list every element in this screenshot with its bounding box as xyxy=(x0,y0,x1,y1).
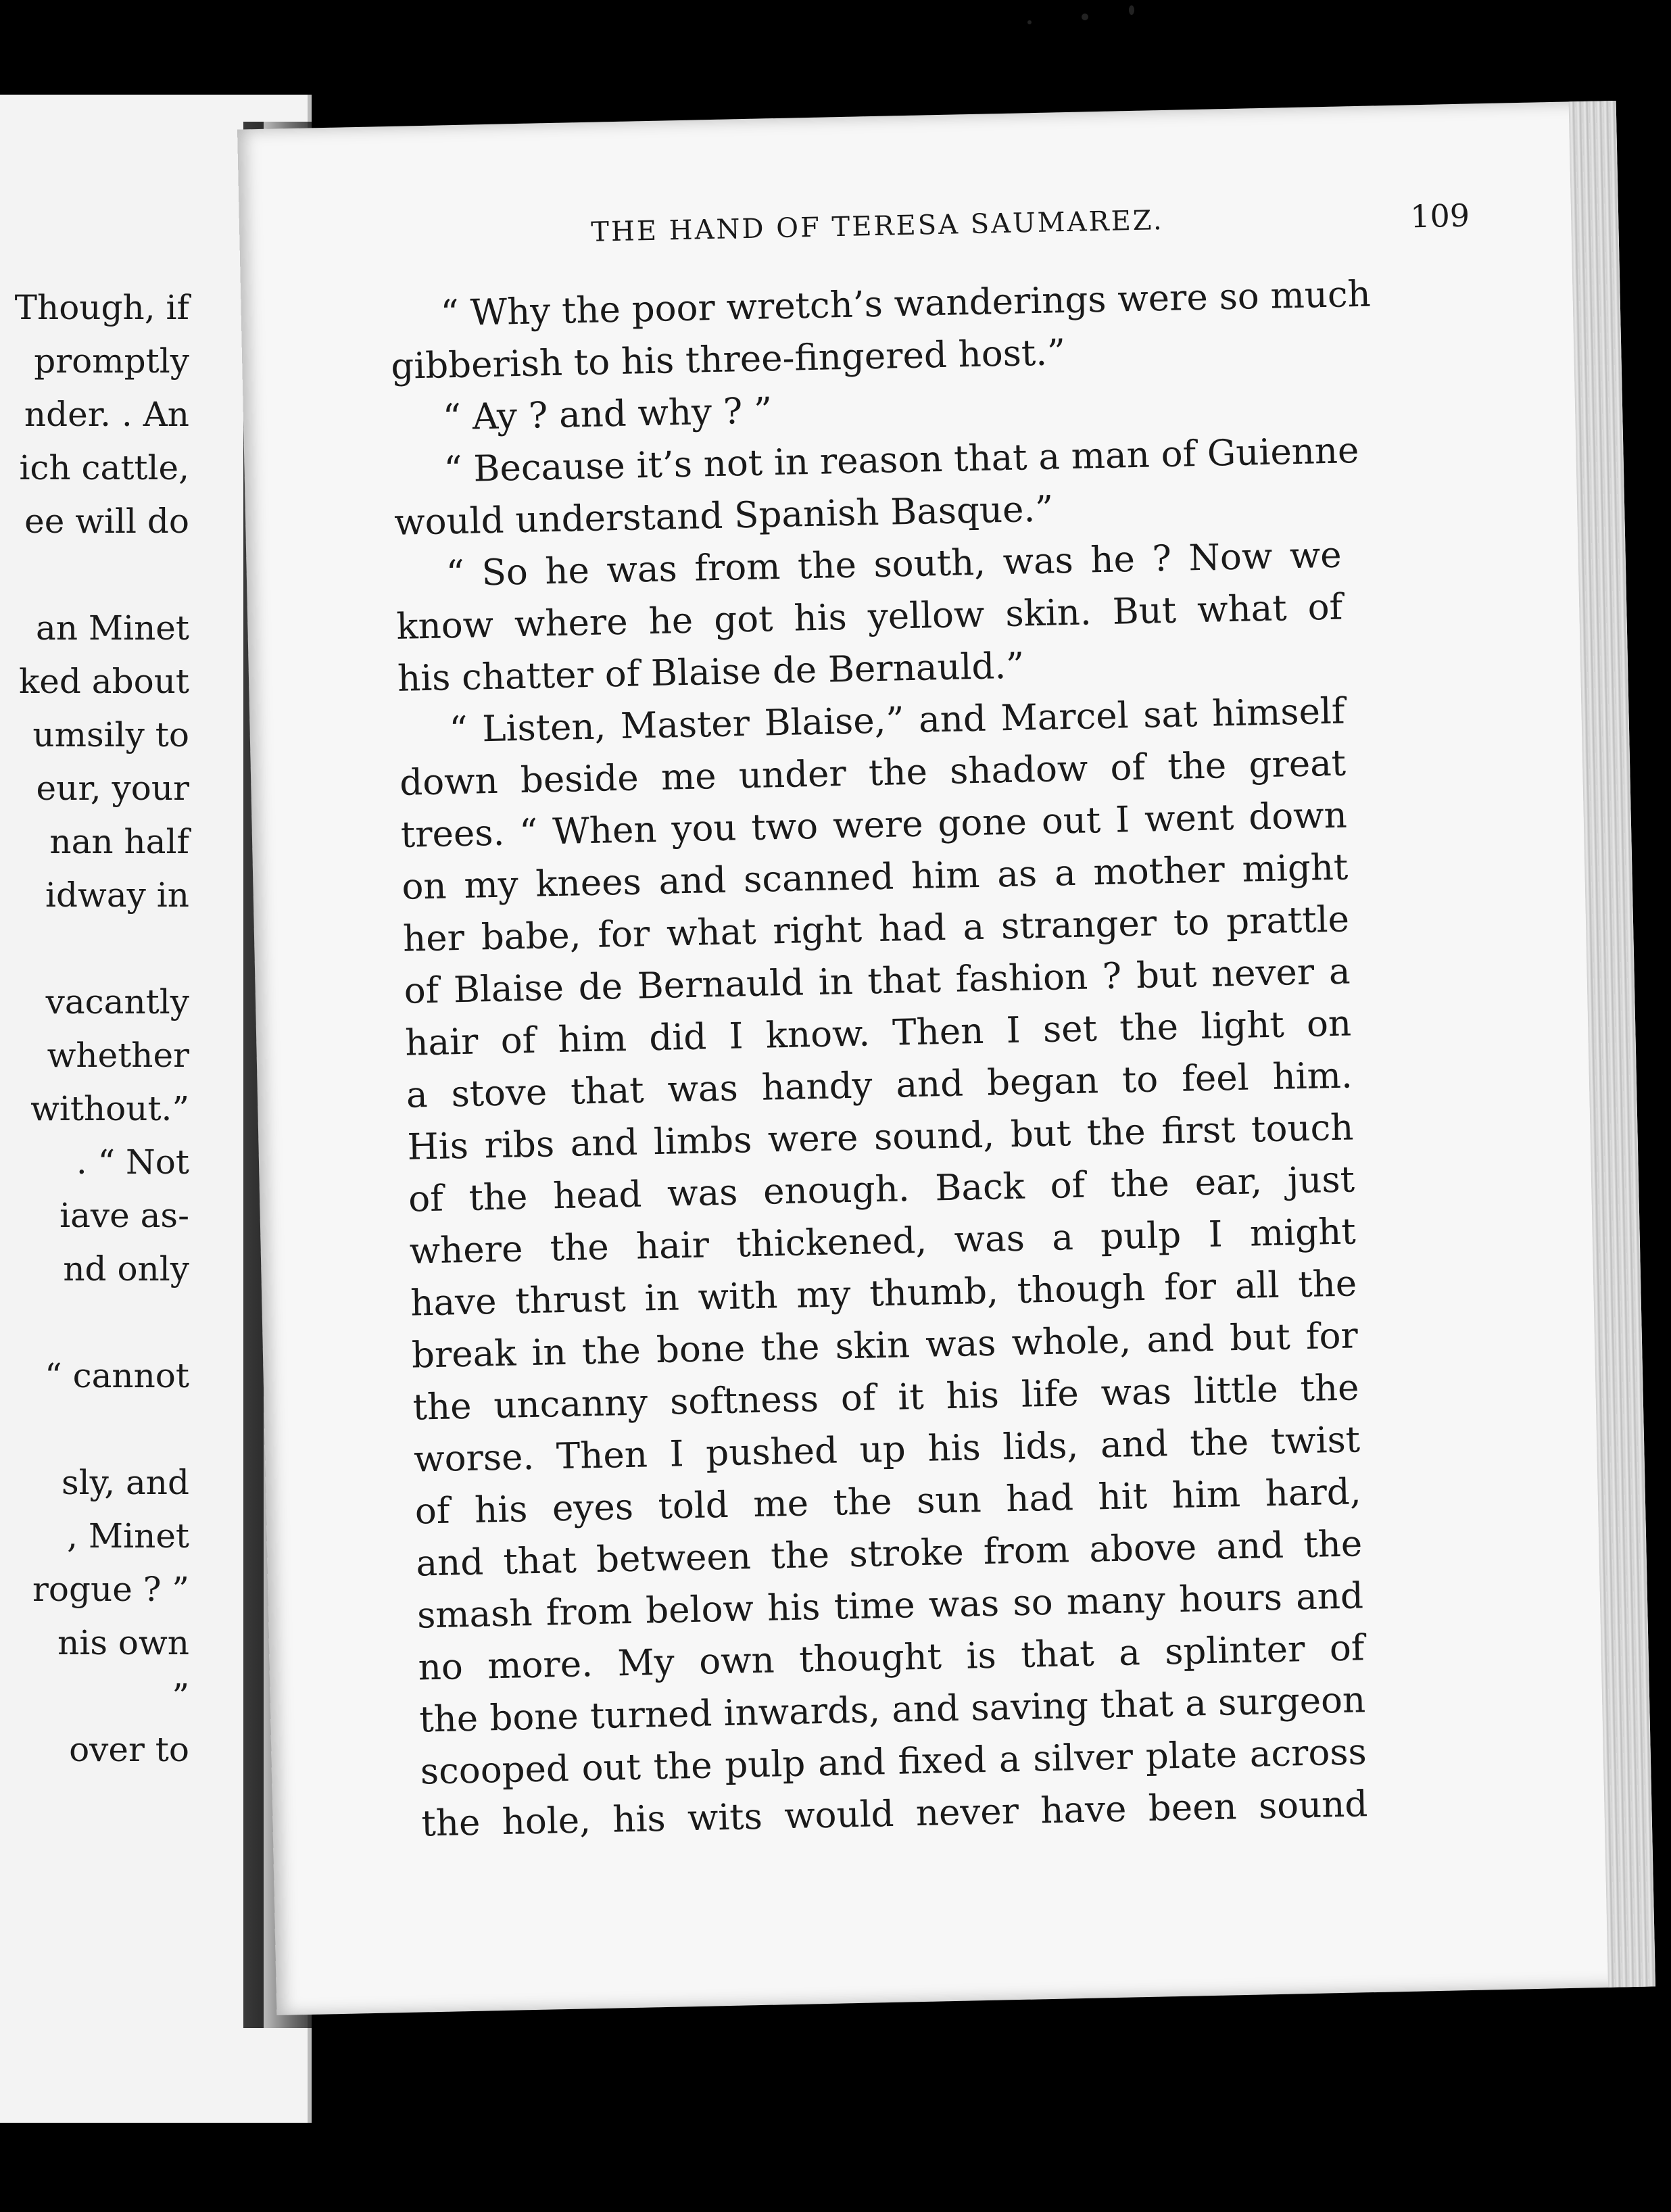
text-line: “ Ay ? and why ? ” xyxy=(442,390,773,439)
left-page-fragment: “ cannot xyxy=(45,1356,189,1395)
text-line: and that between the stroke from above and the xyxy=(415,1523,1363,1585)
text-line: on my knees and scanned him as a mother might xyxy=(401,846,1349,908)
text-line: his chatter of Blaise de Bernauld.” xyxy=(397,645,1025,700)
text-line: would understand Spanish Basque.” xyxy=(393,488,1054,544)
dust-speck xyxy=(1129,5,1134,15)
text-line: the hole, his wits would never have been sound xyxy=(420,1783,1368,1845)
text-line: trees. “ When you two were gone out I went down xyxy=(400,794,1348,856)
text-line: scooped out the pulp and fixed a silver plate across xyxy=(420,1731,1367,1793)
text-line: where the hair thickened, was a pulp I might xyxy=(409,1211,1357,1272)
left-page-fragment: ked about xyxy=(18,662,189,701)
left-page-fragment: . “ Not xyxy=(76,1143,189,1182)
text-line: “ Why the poor wretch’s wanderings were so much xyxy=(440,273,1372,335)
left-page-fragment: nd only xyxy=(63,1249,189,1289)
text-line: have thrust in with my thumb, though for all the xyxy=(410,1263,1357,1324)
left-page-fragment: rogue ? ” xyxy=(32,1570,189,1609)
text-line: “ So he was from the south, was he ? Now we xyxy=(445,534,1342,595)
left-page-fragment: an Minet xyxy=(36,608,189,648)
text-line: hair of him did I know. Then I set the light on xyxy=(404,1003,1352,1064)
left-page-fragment: without.” xyxy=(30,1089,189,1128)
text-line: His ribs and limbs were sound, but the first touch xyxy=(406,1107,1354,1168)
text-line: the uncanny softness of it his life was little the xyxy=(412,1367,1359,1428)
body-text xyxy=(389,269,1372,1850)
text-line: gibberish to his three-fingered host.” xyxy=(390,332,1066,387)
text-line: a stove that was handy and began to feel him. xyxy=(406,1055,1353,1116)
left-page-fragment: ich cattle, xyxy=(19,448,189,487)
page-number: 109 xyxy=(1409,197,1470,235)
right-page xyxy=(237,101,1655,2015)
left-page-fragment: ” xyxy=(172,1677,189,1716)
running-head: THE HAND OF TERESA SAUMAREZ. xyxy=(590,204,1165,248)
left-page-fragment: over to xyxy=(69,1730,189,1769)
left-page-fragment: vacantly xyxy=(45,982,189,1021)
left-page-fragment: , Minet xyxy=(67,1516,189,1556)
text-line: the bone turned inwards, and saving that a surgeon xyxy=(418,1679,1366,1741)
left-page-fragment: nan half xyxy=(49,822,189,861)
text-line: no more. My own thought is that a splinter of xyxy=(418,1627,1365,1689)
text-line: worse. Then I pushed up his lids, and the twist xyxy=(413,1419,1361,1481)
dust-speck xyxy=(1027,20,1032,24)
text-line: break in the bone the skin was whole, and but for xyxy=(411,1315,1359,1376)
left-page-fragment: idway in xyxy=(45,875,189,915)
text-line: of Blaise de Bernauld in that fashion ? but never a xyxy=(404,951,1351,1012)
left-page-fragment: iave as- xyxy=(59,1196,189,1235)
left-page-fragment: whether xyxy=(47,1036,189,1075)
left-page-fragment: umsily to xyxy=(32,715,189,754)
dust-speck xyxy=(1082,14,1088,20)
text-line: “ Because it’s not in reason that a man of Guienne xyxy=(443,430,1359,491)
left-page-fragment: sly, and xyxy=(61,1463,189,1502)
left-page-fragment: eur, your xyxy=(36,769,189,808)
left-page-fragment: promptly xyxy=(34,341,189,381)
text-line: smash from below his time was so many hours and xyxy=(416,1575,1364,1637)
text-line: her babe, for what right had a stranger to prattle xyxy=(402,898,1350,960)
left-page-fragment: Though, if xyxy=(14,288,189,327)
page-edges xyxy=(1569,101,1655,1988)
left-page-fragment: nis own xyxy=(57,1623,189,1662)
left-page-fragment: ee will do xyxy=(24,502,189,541)
text-line: “ Listen, Master Blaise,” and Marcel sat himself xyxy=(449,690,1346,751)
text-line: of the head was enough. Back of the ear, just xyxy=(408,1159,1355,1220)
text-line: of his eyes told me the sun had hit him hard, xyxy=(414,1471,1362,1533)
text-line: know where he got his yellow skin. But what of xyxy=(395,586,1343,648)
left-page-fragment: nder. . An xyxy=(24,395,189,434)
text-line: down beside me under the shadow of the great xyxy=(399,742,1347,804)
